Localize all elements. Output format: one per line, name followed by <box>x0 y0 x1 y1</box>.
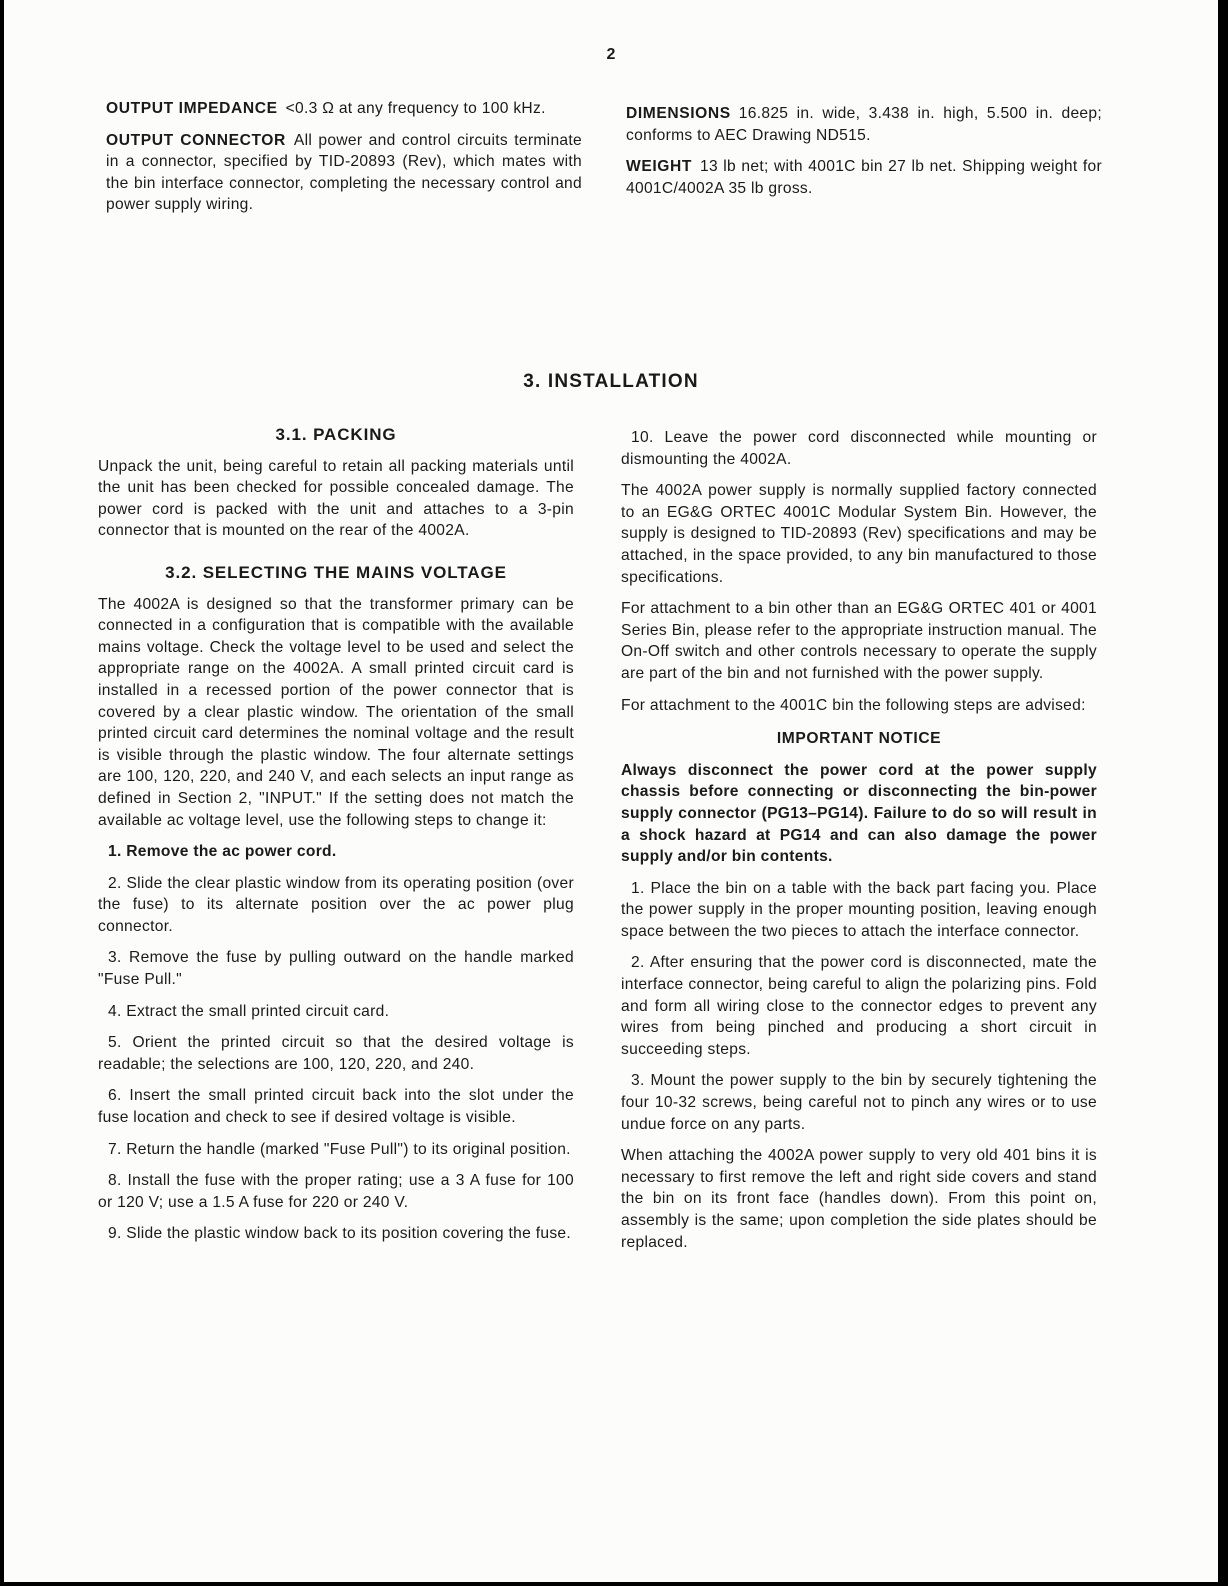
attach-step: 1. Place the bin on a table with the back part facing you. Place the power supply in the proper mounting position, leaving enough space between the two pieces to attach the interface connector. <box>621 879 1097 940</box>
attach-step: 3. Mount the power supply to the bin by securely tightening the four 10-32 screws, being careful not to pinch any wires or to use undue force on any parts. <box>621 1072 1097 1133</box>
mains-heading: 3.2. SELECTING THE MAINS VOLTAGE <box>165 562 507 582</box>
specs-right-column <box>626 103 1102 209</box>
mains-step: 6. Insert the small printed circuit back into the slot under the fuse location and check to see if desired voltage is visible. <box>98 1087 574 1127</box>
spec-output-impedance <box>106 98 582 120</box>
spec-text: <0.3 Ω at any frequency to 100 kHz. <box>285 100 546 117</box>
packing-text: Unpack the unit, being careful to retain all packing materials until the unit has been checked for possible concealed damage. The power cord is packed with the unit and attaches to a 3-pin connector that is mounted on the rear of the 4002A. <box>98 457 574 540</box>
spec-text: All power and control circuits terminate in a connector, specified by TID-20893 (Rev), which mates with the bin interface connector, completing the necessary control and power supply wiring. <box>106 131 582 214</box>
spec-label: OUTPUT IMPEDANCE <box>106 100 278 117</box>
spec-label: OUTPUT CONNECTOR <box>106 131 286 149</box>
mounting-step-10: 10. Leave the power cord disconnected while mounting or dismounting the 4002A. <box>621 429 1097 468</box>
mains-step: 4. Extract the small printed circuit card. <box>108 1002 390 1020</box>
paragraph: For attachment to the 4001C bin the following steps are advised: <box>621 696 1086 714</box>
spec-weight <box>626 156 1102 199</box>
spec-text: 13 lb net; with 4001C bin 27 lb net. Shipping weight for 4001C/4002A 35 lb gross. <box>626 158 1102 197</box>
notice-title: IMPORTANT NOTICE <box>776 730 942 748</box>
specs-left-column <box>106 98 582 226</box>
mains-step: 1. Remove the ac power cord. <box>108 843 337 861</box>
page-number: 2 <box>606 46 616 63</box>
mains-intro: The 4002A is designed so that the transformer primary can be connected in a configuration that is compatible with the available mains voltage. Check the voltage level to be used and select the appropriate range on the 4002A. A small printed circuit card is installed in a recessed portion of the power connector that is covered by a clear plastic window. The orientation of the small printed circuit card determines the nominal voltage and the result is visible through the plastic window. The four alternate settings are 100, 120, 220, and 240 V, and each selects an input range as defined in Section 2, "INPUT." If the setting does not match the available ac voltage level, use the following steps to change it: <box>98 595 574 829</box>
section-title: 3. INSTALLATION <box>523 371 699 392</box>
spec-label: DIMENSIONS <box>626 105 731 122</box>
mains-step: 3. Remove the fuse by pulling outward on the handle marked "Fuse Pull." <box>98 949 574 989</box>
left-column <box>98 424 574 1255</box>
spec-label: WEIGHT <box>626 158 692 176</box>
spec-text: 16.825 in. wide, 3.438 in. high, 5.500 in. deep; conforms to AEC Drawing ND515. <box>626 105 1102 144</box>
paragraph: For attachment to a bin other than an EG&G ORTEC 401 or 4001 Series Bin, please refer to the appropriate instruction manual. The On-Off switch and other controls necessary to operate the supply are part of the bin and not furnished with the power supply. <box>621 600 1097 682</box>
spec-output-connector <box>106 130 582 216</box>
paragraph: The 4002A power supply is normally supplied factory connected to an EG&G ORTEC 4001C Modular System Bin. However, the supply is designed to TID-20893 (Rev) specifications and may be attached, in the space provided, to any bin manufactured to those specifications. <box>621 482 1097 586</box>
important-notice: Always disconnect the power cord at the power supply chassis before connecting or disconnecting the bin-power supply connector (PG13–PG14). Failure to do so will result in a shock hazard at PG14 and can also damage the power supply and/or bin contents. <box>621 761 1097 866</box>
mains-step: 7. Return the handle (marked "Fuse Pull") to its original position. <box>108 1140 571 1158</box>
spec-dimensions <box>626 103 1102 146</box>
paragraph: When attaching the 4002A power supply to very old 401 bins it is necessary to first remove the left and right side covers and stand the bin on its front face (handles down). From this point on, assembly is the same; upon completion the side plates should be replaced. <box>621 1147 1097 1251</box>
right-column <box>621 427 1097 1263</box>
mains-step: 5. Orient the printed circuit so that the desired voltage is readable; the selections are 100, 120, 220, and 240. <box>98 1034 574 1073</box>
mains-step: 2. Slide the clear plastic window from its operating position (over the fuse) to its alternate position over the ac power plug connector. <box>98 874 574 935</box>
mains-step: 9. Slide the plastic window back to its position covering the fuse. <box>108 1225 572 1243</box>
packing-heading: 3.1. PACKING <box>275 425 397 444</box>
mains-step: 8. Install the fuse with the proper rating; use a 3 A fuse for 100 or 120 V; use a 1.5 A fuse for 220 or 240 V. <box>98 1172 574 1211</box>
document-page <box>4 0 1218 1582</box>
attach-step: 2. After ensuring that the power cord is disconnected, mate the interface connector, being careful to align the polarizing pins. Fold and form all wiring close to the connector edges to prevent any wires from being pinched and producing a short circuit in succeeding steps. <box>621 954 1097 1058</box>
